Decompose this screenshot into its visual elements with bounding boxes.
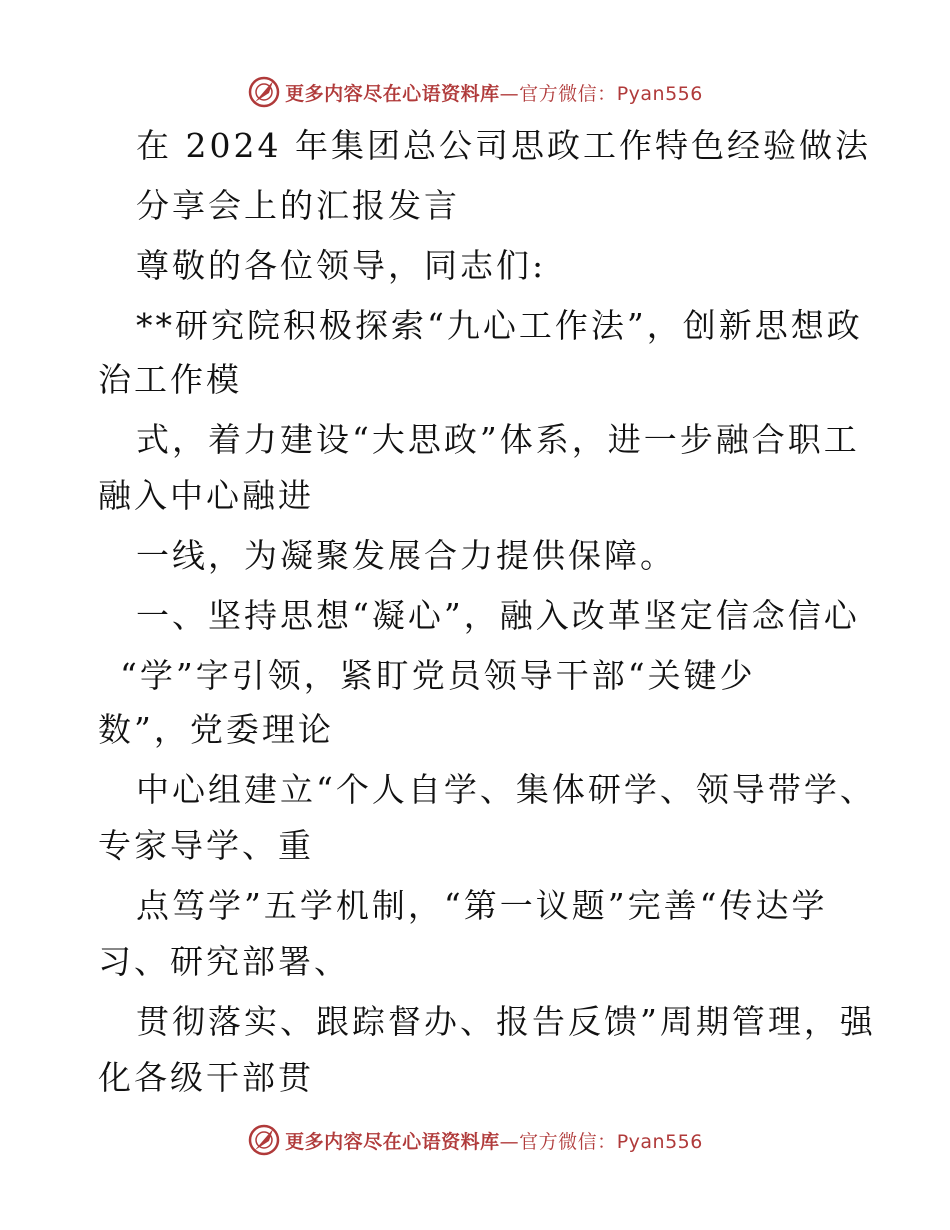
salutation: 尊敬的各位领导，同志们: [136,246,547,285]
paragraph-line: 专家导学、重 [98,826,314,865]
footer-watermark [0,1120,950,1160]
paragraph-line: 点笃学”五学机制，“第一议题”完善“传达学 [136,886,828,925]
paragraph-line: 融入中心融进 [98,476,314,515]
quill-logo-icon [247,75,281,109]
paragraph-line: 贯彻落实、跟踪督办、报告反馈”周期管理，强 [136,1002,876,1041]
paragraph-line: 化各级干部贯 [98,1058,314,1097]
paragraph-line: 式，着力建设“大思政”体系，进一步融合职工 [136,420,860,459]
watermark-text: 更多内容尽在心语资料库—官方微信：Pyan556 [285,1130,703,1153]
quill-logo-icon [247,1123,281,1157]
paragraph-line: 习、研究部署、 [98,942,350,981]
section-heading: 一、坚持思想“凝心”，融入改革坚定信念信心 [136,596,860,635]
paragraph-line: 一线，为凝聚发展合力提供保障。 [136,536,676,575]
header-watermark [0,72,950,112]
paragraph-line: 治工作模 [98,360,242,399]
title-line-1: 在 2024 年集团总公司思政工作特色经验做法 [136,126,871,165]
paragraph-line: “学”字引领，紧盯党员领导干部“关键少 [120,656,756,695]
paragraph-line: **研究院积极探索“九心工作法”，创新思想政 [136,306,863,345]
title-line-2: 分享会上的汇报发言 [136,186,460,225]
paragraph-line: 数”，党委理论 [98,710,334,749]
paragraph-line: 中心组建立“个人自学、集体研学、领导带学、 [136,770,876,809]
watermark-text: 更多内容尽在心语资料库—官方微信：Pyan556 [285,82,703,105]
